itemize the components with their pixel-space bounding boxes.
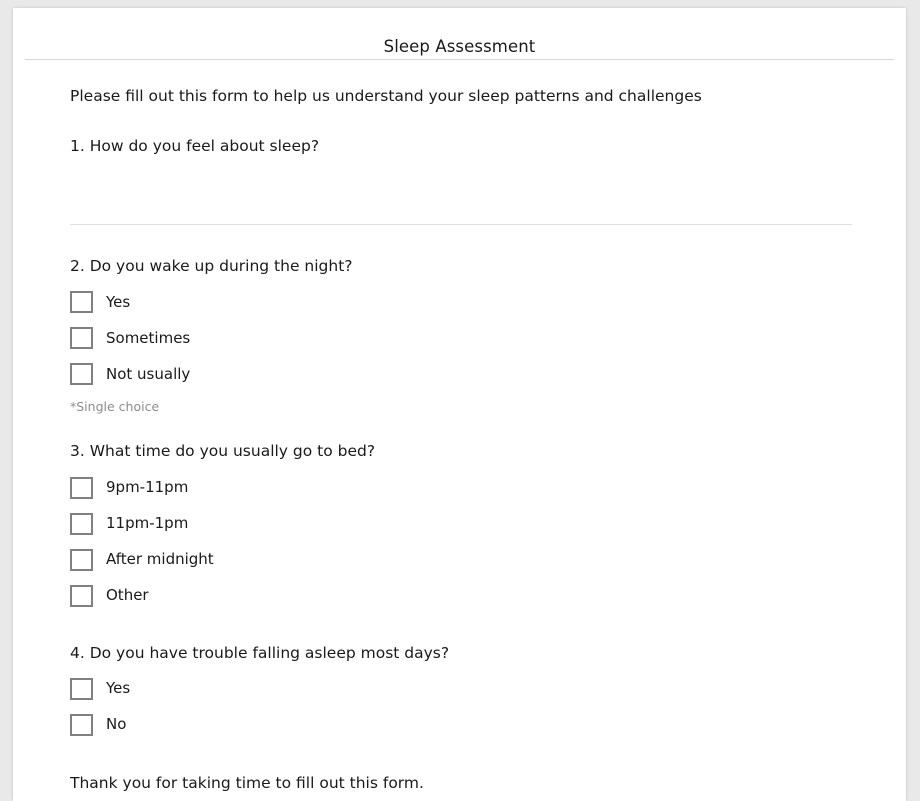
question-3-label: 3. What time do you usually go to bed? [70, 442, 376, 461]
question-4 [70, 643, 870, 743]
option-row[interactable] [70, 707, 870, 743]
option-label: 11pm-1pm [106, 514, 189, 533]
question-2-note: *Single choice [70, 399, 160, 415]
form-page [13, 8, 906, 801]
checkbox-icon[interactable] [70, 678, 93, 700]
checkbox-icon[interactable] [70, 585, 93, 607]
option-label: After midnight [106, 550, 214, 569]
checkbox-icon[interactable] [70, 549, 93, 571]
option-row[interactable] [70, 671, 870, 707]
question-4-options [70, 671, 870, 743]
question-3-options [70, 470, 870, 614]
page-title: Sleep Assessment [383, 37, 536, 56]
question-2-label: 2. Do you wake up during the night? [70, 257, 353, 276]
checkbox-icon[interactable] [70, 363, 93, 385]
option-label: Not usually [106, 364, 191, 383]
checkbox-icon[interactable] [70, 477, 93, 499]
option-row[interactable] [70, 284, 870, 320]
option-label: Other [106, 586, 149, 605]
question-1-label: 1. How do you feel about sleep? [70, 137, 320, 156]
option-label: Yes [106, 292, 131, 311]
option-row[interactable] [70, 470, 870, 506]
option-row[interactable] [70, 542, 870, 578]
form-body [70, 72, 870, 793]
question-2 [70, 256, 870, 414]
checkbox-icon[interactable] [70, 327, 93, 349]
option-row[interactable] [70, 578, 870, 614]
option-row[interactable] [70, 320, 870, 356]
question-1 [70, 136, 870, 225]
option-row[interactable] [70, 506, 870, 542]
option-label: Yes [106, 679, 131, 698]
form-closing-text: Thank you for taking time to fill out this form. [70, 773, 424, 792]
question-2-options [70, 284, 870, 392]
checkbox-icon[interactable] [70, 714, 93, 736]
form-intro-text: Please fill out this form to help us understand your sleep patterns and challenges [70, 87, 702, 105]
checkbox-icon[interactable] [70, 513, 93, 535]
option-label: Sometimes [106, 328, 191, 347]
option-row[interactable] [70, 356, 870, 392]
title-divider [25, 59, 894, 60]
question-3 [70, 441, 870, 613]
option-label: 9pm-11pm [106, 478, 189, 497]
checkbox-icon[interactable] [70, 291, 93, 313]
question-1-text-input[interactable] [70, 166, 852, 225]
question-4-label: 4. Do you have trouble falling asleep most days? [70, 643, 450, 662]
option-label: No [106, 715, 127, 734]
